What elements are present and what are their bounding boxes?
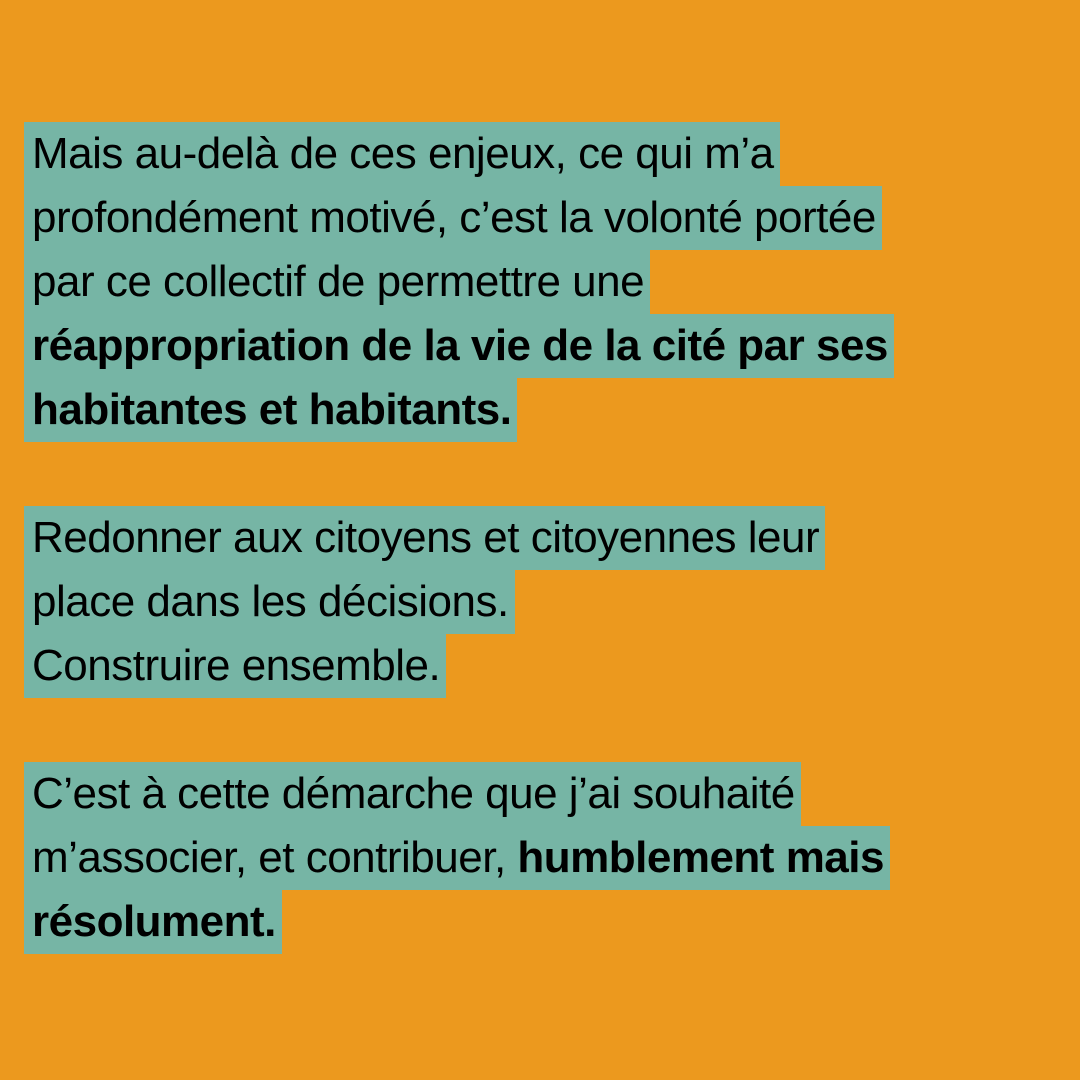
paragraph-3 [24,762,1074,954]
paragraph-1-line-5 [24,378,1074,442]
paragraph-2-line-2 [24,570,1074,634]
paragraph-2-line-1 [24,506,1074,570]
highlighted-text: Redonner aux citoyens et citoyennes leur [24,506,825,570]
highlighted-text: Construire ensemble. [24,634,446,698]
bold-text: humblement mais [517,833,884,882]
paragraph-2-line-3 [24,634,1074,698]
paragraph-2 [24,506,1074,698]
bold-highlighted-text: résolument. [24,890,282,954]
highlighted-text: par ce collectif de permettre une [24,250,650,314]
highlighted-text: profondément motivé, c’est la volonté portée [24,186,882,250]
highlighted-text-mixed [24,826,890,890]
highlighted-text: C’est à cette démarche que j’ai souhaité [24,762,801,826]
paragraph-1-line-2 [24,186,1074,250]
paragraph-1-line-3 [24,250,1074,314]
paragraph-3-line-1 [24,762,1074,826]
paragraph-1-line-4 [24,314,1074,378]
paragraph-1-line-1 [24,122,1074,186]
bold-highlighted-text: réappropriation de la vie de la cité par ses [24,314,894,378]
regular-text: m’associer, et contribuer, [32,833,518,882]
paragraph-3-line-2 [24,826,1074,890]
paragraph-3-line-3 [24,890,1074,954]
highlighted-text: Mais au-delà de ces enjeux, ce qui m’a [24,122,780,186]
highlighted-text: place dans les décisions. [24,570,515,634]
bold-highlighted-text: habitantes et habitants. [24,378,517,442]
paragraph-1 [24,122,1074,442]
